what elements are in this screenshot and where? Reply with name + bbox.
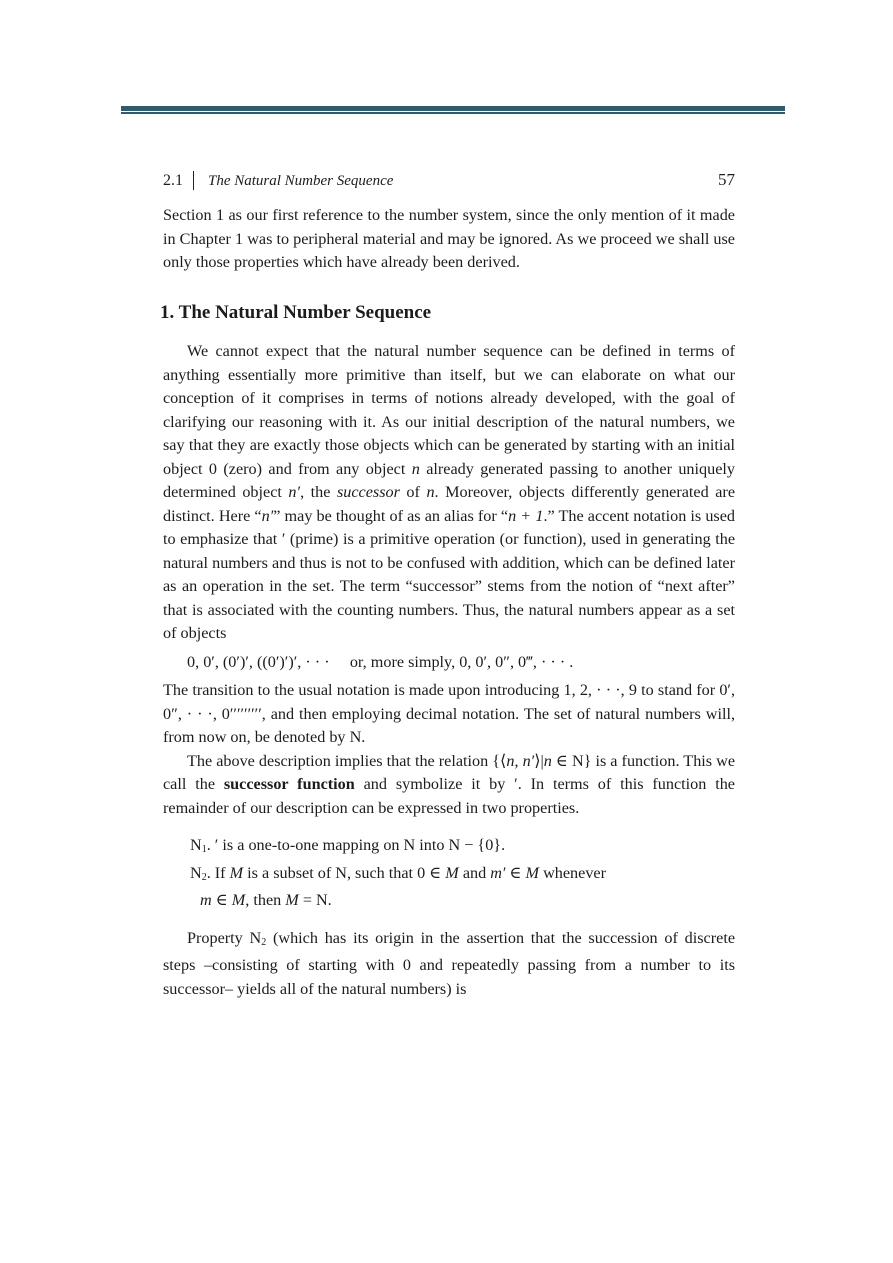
header-divider	[193, 171, 194, 190]
property-n1: $N_1$. ′ is a one-to-one mapping on N into N − {0}.	[190, 836, 506, 855]
running-title: The Natural Number Sequence	[208, 173, 394, 189]
property-n2: $N_2$. If M is a subset of N, such that 0 ∈ M and m′ ∈ M whenever m ∈ M, then M = N.	[190, 863, 606, 909]
paragraph-property-n2: Property $N_2$ (which has its origin in the assertion that the succession of discrete steps –consisting of starting with 0 and repeatedly passing from a number to its successor– yields all of the natural numbers) is	[163, 928, 736, 998]
intro-paragraph: Section 1 as our first reference to the number system, since the only mention of it made in Chapter 1 was to peripheral material and may be ignored. As we proceed we shall use only those properties which have already been derived.	[163, 206, 735, 271]
section-heading: 1. The Natural Number Sequence	[160, 301, 432, 323]
section-number: 2.1	[163, 172, 183, 189]
header-rule-thin	[121, 112, 785, 114]
display-equation: 0, 0′, (0′)′, ((0′)′)′, · · · or, more simply, 0, 0′, 0″, 0‴, · · · .	[187, 652, 574, 671]
header-rule-thick	[121, 106, 785, 111]
running-header	[163, 168, 735, 192]
page-number: 57	[718, 170, 735, 189]
paragraph-notation: The transition to the usual notation is made upon introducing 1, 2, · · ·, 9 to stand for 0′, 0″, · · ·, 0′′′′′′′′′, and then employing decimal notation. The set of natural numbers will, from now on, be denoted by N.	[163, 681, 735, 746]
paragraph-definition: We cannot expect that the natural number sequence can be defined in terms of anything essentially more primitive than itself, but we can elaborate on what our conception of it comprises in terms of notions already developed, with the goal of clarifying our reasoning with it. As our initial description of the natural numbers, we say that they are exactly those objects which can be generated by starting with an initial object 0 (zero) and from any object n already generated passing to another uniquely determined object n′, the successor of n. Moreover, objects differently generated are distinct. Here “n′” may be thought of as an alias for “n + 1.” The accent notation is used to emphasize that ′ (prime) is a primitive operation (or function), used in generating the natural numbers and thus is not to be confused with addition, which can be defined later as an operation in the set. The term “successor” stems from the notion of “next after” that is associated with the counting numbers. Thus, the natural numbers appear as a set of objects	[163, 342, 736, 642]
bold-term: successor function	[223, 775, 355, 793]
page-content	[160, 168, 736, 1001]
paragraph-successor-function: The above description implies that the relation {⟨n, n′⟩|n ∈ N} is a function. This we call the successor function and symbolize it by ′. In terms of this function the remainder of our description can be expressed in two properties.	[163, 751, 736, 817]
